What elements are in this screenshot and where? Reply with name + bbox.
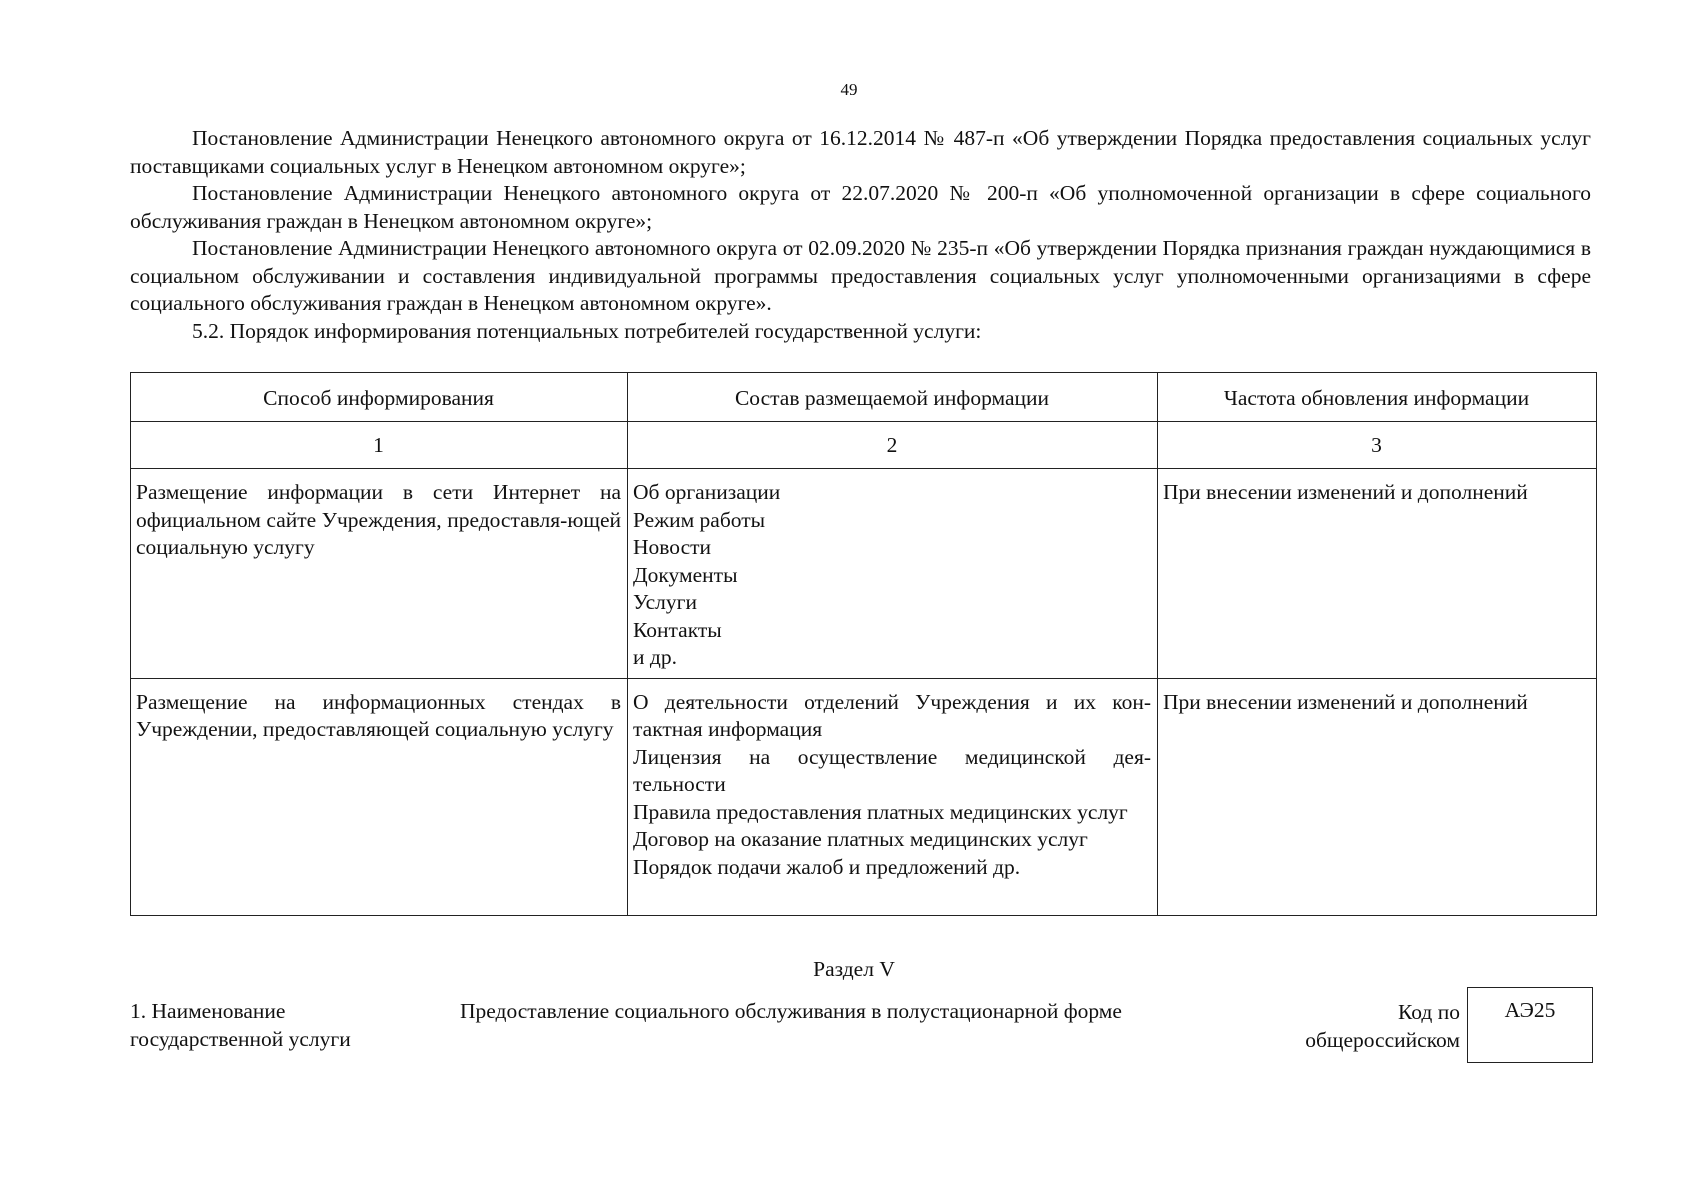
section-title: Раздел V [813, 957, 895, 981]
code-label [1260, 998, 1460, 1054]
cell-method: Размещение на информационных стендах в Учреждении, предоставляющей социальную услугу [131, 678, 628, 915]
cell-method: Размещение информации в сети Интернет на официальном сайте Учреждения, предоставля-ющей социальную услугу [131, 469, 628, 679]
cell-content [628, 469, 1158, 679]
paragraph-resolution-487: Постановление Администрации Ненецкого автономного округа от 16.12.2014 № 487-п «Об утверждении Порядка предоставления социальных услуг поставщиками социальных услуг в Ненецком автономном округе»; [130, 126, 1591, 178]
service-name-value: Предоставление социального обслуживания в полустационарной форме [460, 999, 1122, 1023]
content-item: Новости [633, 535, 712, 559]
column-number-3: 3 [1158, 422, 1597, 469]
table-row [131, 678, 1597, 915]
table-number-row [131, 422, 1597, 469]
content-item: Правила предоставления платных медицинских услуг [633, 799, 1128, 824]
paragraph-resolution-200: Постановление Администрации Ненецкого автономного округа от 22.07.2020 № 200-п «Об уполномоченной организации в сфере социального обслуживания граждан в Ненецком автономном округе»; [130, 181, 1591, 233]
content-item: Лицензия на осуществление медицинской дея-тельности [633, 744, 1151, 796]
header-frequency: Частота обновления информации [1158, 373, 1597, 422]
table-header-row [131, 373, 1597, 422]
content-item: О деятельности отделений Учреждения и их кон-тактная информация [633, 689, 1151, 741]
code-label-line: Код по [1398, 1000, 1460, 1024]
code-label-line: общероссийском [1305, 1028, 1460, 1052]
header-content: Состав размещаемой информации [628, 373, 1158, 422]
column-number-2: 2 [628, 422, 1158, 469]
table-row [131, 469, 1597, 679]
header-method: Способ информирования [131, 373, 628, 422]
paragraph-resolution-235: Постановление Администрации Ненецкого автономного округа от 02.09.2020 № 235-п «Об утверждении Порядка признания граждан нуждающимися в социальном обслуживании и составления индивидуальной программы предоставления социальных услуг уполномоченными организациями в сфере социального обслуживания граждан в Ненецком автономном округе». [130, 236, 1591, 315]
cell-frequency: При внесении изменений и дополнений [1158, 469, 1597, 679]
page-number: 49 [840, 80, 858, 99]
content-item: Об организации [633, 480, 781, 504]
service-name-label [130, 998, 351, 1053]
content-item: Документы [633, 562, 738, 587]
code-box: АЭ25 [1467, 987, 1593, 1063]
content-item: Порядок подачи жалоб и предложений др. [633, 854, 1021, 879]
service-name-label-line: 1. Наименование [130, 999, 286, 1023]
content-item: Контакты [633, 617, 722, 642]
content-item: Договор на оказание платных медицинских услуг [633, 827, 1088, 851]
content-item: Услуги [633, 590, 697, 614]
cell-frequency: При внесении изменений и дополнений [1158, 678, 1597, 915]
content-item: Режим работы [633, 507, 766, 532]
content-item: и др. [633, 645, 677, 669]
cell-content [628, 678, 1158, 915]
column-number-1: 1 [131, 422, 628, 469]
paragraph-informing-order: 5.2. Порядок информирования потенциальных потребителей государственной услуги: [192, 319, 982, 343]
informing-table [130, 372, 1597, 916]
service-name-label-line: государственной услуги [130, 1026, 351, 1051]
